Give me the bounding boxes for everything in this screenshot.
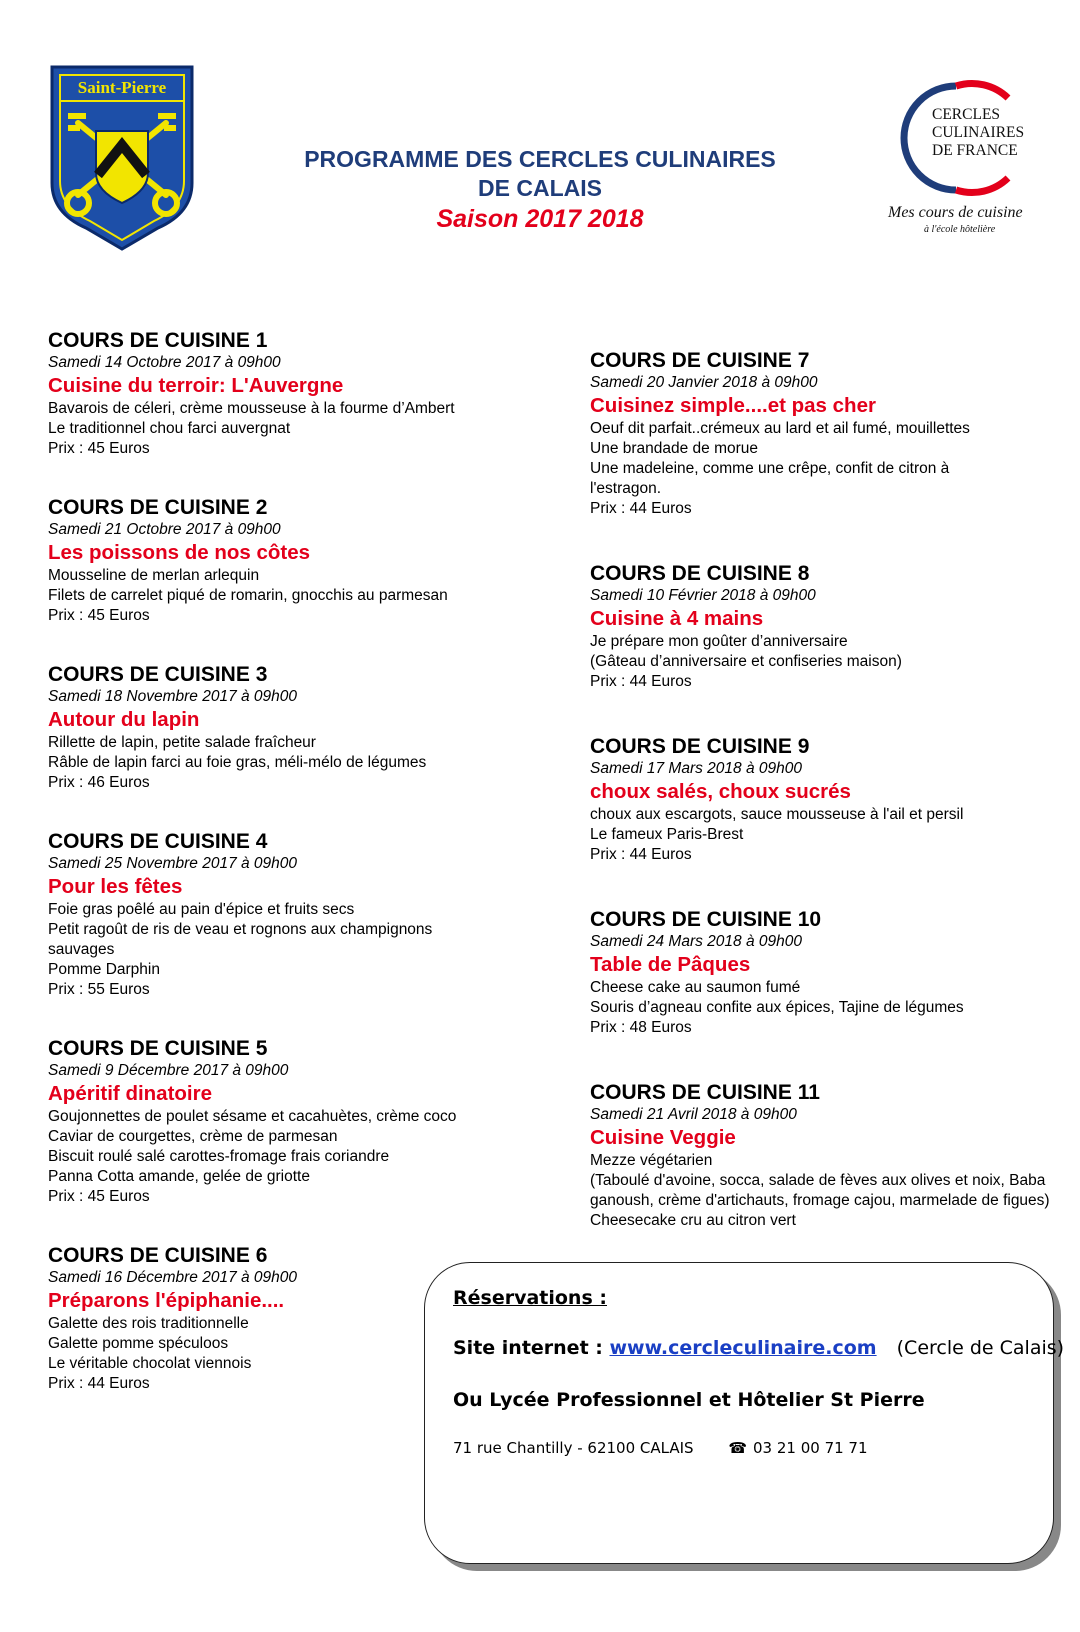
course-dish: Oeuf dit parfait..crémeux au lard et ail fumé, mouillettes: [590, 420, 970, 437]
title-line-1: PROGRAMME DES CERCLES CULINAIRES: [304, 146, 776, 172]
course-theme: Autour du lapin: [48, 708, 200, 731]
course-price: Prix : 44 Euros: [590, 673, 692, 690]
title-line-2: DE CALAIS: [478, 175, 602, 201]
course-price: Prix : 44 Euros: [590, 500, 692, 517]
course-date: Samedi 14 Octobre 2017 à 09h00: [48, 354, 281, 371]
course-number: COURS DE CUISINE 5: [48, 1037, 268, 1060]
course-block: [48, 328, 558, 459]
course-dish: Bavarois de céleri, crème mousseuse à la fourme d’Ambert: [48, 400, 455, 417]
saint-pierre-crest-logo: [48, 63, 196, 255]
course-block: [48, 662, 558, 793]
course-date: Samedi 21 Octobre 2017 à 09h00: [48, 521, 281, 538]
season-label: Saison 2017 2018: [436, 205, 644, 233]
logo-tagline: Mes cours de cuisine: [888, 204, 1023, 221]
course-theme: Pour les fêtes: [48, 875, 183, 898]
course-block: [590, 907, 1060, 1038]
course-dish: Foie gras poêlé au pain d'épice et fruits secs: [48, 901, 355, 918]
course-date: Samedi 10 Février 2018 à 09h00: [590, 587, 816, 604]
course-theme: Apéritif dinatoire: [48, 1082, 213, 1105]
logo-line-2: CULINAIRES: [932, 124, 1025, 141]
phone-number: 03 21 00 71 71: [753, 1439, 868, 1457]
course-dish: Râble de lapin farci au foie gras, méli-mélo de légumes: [48, 754, 427, 771]
course-theme: Cuisine à 4 mains: [590, 607, 764, 630]
website-line: [453, 1337, 1064, 1359]
course-date: Samedi 25 Novembre 2017 à 09h00: [48, 855, 298, 872]
course-dish: Pomme Darphin: [48, 961, 160, 978]
course-dish: Une madeleine, comme une crêpe, confit de citron à l'estragon.: [590, 460, 950, 497]
course-dish: Petit ragoût de ris de veau et rognons aux champignons sauvages: [48, 921, 433, 958]
course-dish: (Taboulé d'avoine, socca, salade de fèves aux olives et noix, Baba ganoush, crème d'artichauts, fromage cajou, marmelade de figues): [590, 1172, 1050, 1209]
cercles-culinaires-logo: [884, 78, 1064, 248]
course-date: Samedi 16 Décembre 2017 à 09h00: [48, 1269, 298, 1286]
website-label: Site internet :: [453, 1337, 610, 1359]
course-number: COURS DE CUISINE 10: [590, 908, 822, 931]
course-block: [590, 348, 1060, 519]
course-dish: Je prépare mon goûter d’anniversaire: [590, 633, 848, 650]
right-course-column: [590, 348, 1060, 1273]
logo-subtag: à l'école hôtelière: [924, 224, 996, 235]
course-block: [590, 561, 1060, 692]
website-link[interactable]: www.cercleculinaire.com: [609, 1337, 877, 1359]
reservations-title: Réservations :: [453, 1287, 607, 1309]
course-dish: Le véritable chocolat viennois: [48, 1355, 252, 1372]
course-price: Prix : 46 Euros: [48, 774, 150, 791]
course-theme: Les poissons de nos côtes: [48, 541, 311, 564]
course-number: COURS DE CUISINE 2: [48, 496, 268, 519]
course-dish: Mezze végétarien: [590, 1152, 713, 1169]
title-block: [200, 145, 880, 235]
course-block: [590, 1080, 1060, 1231]
course-number: COURS DE CUISINE 4: [48, 830, 268, 853]
course-dish: Souris d’agneau confite aux épices, Tajine de légumes: [590, 999, 964, 1016]
course-dish: choux aux escargots, sauce mousseuse à l'ail et persil: [590, 806, 964, 823]
course-number: COURS DE CUISINE 8: [590, 562, 810, 585]
course-theme: Table de Pâques: [590, 953, 751, 976]
course-dish: Filets de carrelet piqué de romarin, gnocchis au parmesan: [48, 587, 448, 604]
course-block: [48, 829, 558, 1000]
course-dish: Cheese cake au saumon fumé: [590, 979, 801, 996]
lycee-line: Ou Lycée Professionnel et Hôtelier St Pierre: [453, 1389, 925, 1411]
course-block: [48, 495, 558, 626]
course-price: Prix : 44 Euros: [590, 846, 692, 863]
course-price: Prix : 45 Euros: [48, 1188, 150, 1205]
reservations-box: [424, 1262, 1065, 1564]
course-number: COURS DE CUISINE 1: [48, 329, 268, 352]
course-dish: Une brandade de morue: [590, 440, 759, 457]
course-date: Samedi 17 Mars 2018 à 09h00: [590, 760, 802, 777]
logo-line-1: CERCLES: [932, 106, 1001, 123]
course-dish: Biscuit roulé salé carottes-fromage frais coriandre: [48, 1148, 390, 1165]
course-number: COURS DE CUISINE 3: [48, 663, 268, 686]
course-dish: Goujonnettes de poulet sésame et cacahuètes, crème coco: [48, 1108, 457, 1125]
course-dish: Panna Cotta amande, gelée de griotte: [48, 1168, 310, 1185]
address-line: [453, 1439, 868, 1457]
course-dish: Le fameux Paris-Brest: [590, 826, 744, 843]
course-block: [48, 1036, 558, 1207]
course-price: Prix : 55 Euros: [48, 981, 150, 998]
logo-line-3: DE FRANCE: [932, 142, 1018, 159]
course-dish: Le traditionnel chou farci auvergnat: [48, 420, 291, 437]
course-price: Prix : 48 Euros: [590, 1019, 692, 1036]
course-date: Samedi 18 Novembre 2017 à 09h00: [48, 688, 298, 705]
course-dish: Cheesecake cru au citron vert: [590, 1212, 796, 1229]
course-number: COURS DE CUISINE 9: [590, 735, 810, 758]
phone-icon: ☎: [728, 1439, 748, 1457]
course-number: COURS DE CUISINE 6: [48, 1244, 268, 1267]
course-price: Prix : 45 Euros: [48, 440, 150, 457]
course-price: Prix : 45 Euros: [48, 607, 150, 624]
course-date: Samedi 24 Mars 2018 à 09h00: [590, 933, 802, 950]
address-text: 71 rue Chantilly - 62100 CALAIS: [453, 1439, 694, 1457]
course-dish: Galette des rois traditionnelle: [48, 1315, 249, 1332]
course-dish: Galette pomme spéculoos: [48, 1335, 229, 1352]
course-theme: Préparons l'épiphanie....: [48, 1289, 285, 1312]
course-dish: Rillette de lapin, petite salade fraîcheur: [48, 734, 316, 751]
course-theme: Cuisine Veggie: [590, 1126, 736, 1149]
course-theme: choux salés, choux sucrés: [590, 780, 851, 803]
course-date: Samedi 21 Avril 2018 à 09h00: [590, 1106, 797, 1123]
course-theme: Cuisine du terroir: L'Auvergne: [48, 374, 344, 397]
course-dish: Caviar de courgettes, crème de parmesan: [48, 1128, 338, 1145]
crest-banner-text: Saint-Pierre: [77, 78, 167, 97]
website-note: (Cercle de Calais): [896, 1337, 1065, 1359]
course-date: Samedi 20 Janvier 2018 à 09h00: [590, 374, 818, 391]
course-dish: Mousseline de merlan arlequin: [48, 567, 260, 584]
course-theme: Cuisinez simple....et pas cher: [590, 394, 876, 417]
course-dish: (Gâteau d’anniversaire et confiseries maison): [590, 653, 902, 670]
course-number: COURS DE CUISINE 11: [590, 1081, 820, 1104]
course-number: COURS DE CUISINE 7: [590, 349, 810, 372]
course-price: Prix : 44 Euros: [48, 1375, 150, 1392]
course-block: [590, 734, 1060, 865]
course-date: Samedi 9 Décembre 2017 à 09h00: [48, 1062, 289, 1079]
